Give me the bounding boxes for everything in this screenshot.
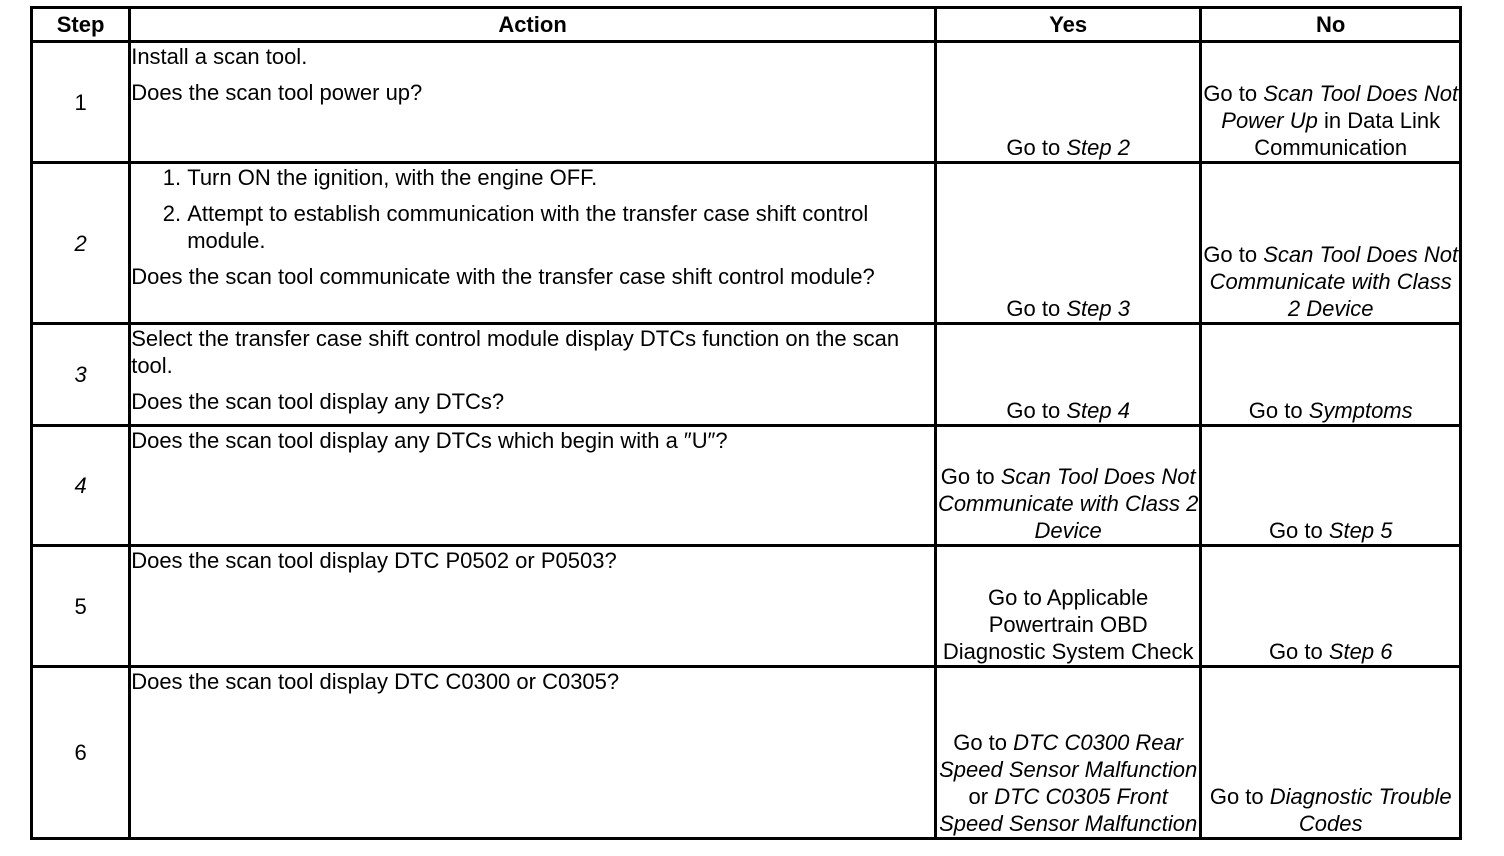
action-cell xyxy=(130,42,936,163)
action-cell xyxy=(130,546,936,667)
no-link[interactable]: Scan Tool Does Not Power Up xyxy=(1221,81,1459,133)
no-link[interactable]: Symptoms xyxy=(1308,398,1413,423)
no-cell xyxy=(1201,163,1461,324)
diagnostic-table-sheet xyxy=(30,6,1462,840)
yes-link[interactable]: DTC C0300 Rear Speed Sensor Malfunction xyxy=(939,730,1198,782)
header-step: Step xyxy=(32,8,130,42)
yes-prefix: Go to xyxy=(1006,135,1061,160)
action-cell xyxy=(130,163,936,324)
no-cell xyxy=(1201,324,1461,426)
no-prefix: Go to xyxy=(1203,242,1258,267)
table-row xyxy=(32,163,1461,324)
header-action: Action xyxy=(130,8,936,42)
yes-link-secondary[interactable]: DTC C0305 Front Speed Sensor Malfunction xyxy=(939,784,1198,836)
yes-prefix: Go to xyxy=(940,464,995,489)
no-link[interactable]: Step 6 xyxy=(1328,639,1393,664)
action-intro: Install a scan tool. xyxy=(131,44,308,69)
yes-cell xyxy=(935,546,1201,667)
yes-prefix: Go to xyxy=(953,730,1008,755)
no-prefix: Go to xyxy=(1203,81,1258,106)
yes-link[interactable]: Step 3 xyxy=(1066,296,1130,321)
action-question: Does the scan tool display DTC C0300 or C0305? xyxy=(131,669,620,694)
action-cell xyxy=(130,324,936,426)
action-question: Does the scan tool power up? xyxy=(131,80,423,105)
yes-link[interactable]: Step 4 xyxy=(1066,398,1130,423)
table-row xyxy=(32,42,1461,163)
action-question: Does the scan tool display DTC P0502 or P0503? xyxy=(131,548,617,573)
action-step-item: 1. Turn ON the ignition, with the engine OFF. xyxy=(187,164,934,191)
action-intro: Select the transfer case shift control module display DTCs function on the scan tool. xyxy=(131,326,900,378)
no-link[interactable]: Diagnostic Trouble Codes xyxy=(1269,784,1452,836)
no-prefix: Go to xyxy=(1248,398,1303,423)
table-row xyxy=(32,667,1461,839)
yes-prefix: Go to xyxy=(1006,398,1061,423)
header-no: No xyxy=(1201,8,1461,42)
no-cell xyxy=(1201,42,1461,163)
table-header-row xyxy=(32,8,1461,42)
action-cell xyxy=(130,426,936,546)
yes-cell xyxy=(935,324,1201,426)
step-number: 4 xyxy=(32,426,130,546)
action-question: Does the scan tool display any DTCs which begin with a ″U″? xyxy=(131,428,728,453)
yes-joiner: or xyxy=(968,784,989,809)
action-cell xyxy=(130,667,936,839)
action-question: Does the scan tool communicate with the transfer case shift control module? xyxy=(131,264,875,289)
no-link[interactable]: Scan Tool Does Not Communicate with Class 2 Device xyxy=(1209,242,1459,321)
no-prefix: Go to xyxy=(1209,784,1264,809)
yes-link[interactable]: Scan Tool Does Not Communicate with Class 2 Device xyxy=(937,464,1199,543)
no-link[interactable]: Step 5 xyxy=(1328,518,1393,543)
no-prefix: Go to xyxy=(1268,639,1323,664)
yes-cell xyxy=(935,667,1201,839)
table-row xyxy=(32,324,1461,426)
step-number: 2 xyxy=(32,163,130,324)
yes-cell xyxy=(935,42,1201,163)
table-row xyxy=(32,426,1461,546)
action-question: Does the scan tool display any DTCs? xyxy=(131,389,505,414)
step-number: 5 xyxy=(32,546,130,667)
yes-prefix: Go to xyxy=(1006,296,1061,321)
no-cell xyxy=(1201,426,1461,546)
step-number: 3 xyxy=(32,324,130,426)
step-number: 1 xyxy=(32,42,130,163)
yes-cell xyxy=(935,163,1201,324)
table-row xyxy=(32,546,1461,667)
no-cell xyxy=(1201,546,1461,667)
no-cell xyxy=(1201,667,1461,839)
action-steps-list xyxy=(131,164,934,254)
no-prefix: Go to xyxy=(1268,518,1323,543)
yes-link[interactable]: Step 2 xyxy=(1066,135,1130,160)
header-yes: Yes xyxy=(935,8,1201,42)
diagnostic-table xyxy=(30,6,1462,840)
yes-cell xyxy=(935,426,1201,546)
action-step-item: 2. Attempt to establish communication with the transfer case shift control module. xyxy=(187,200,934,254)
step-number: 6 xyxy=(32,667,130,839)
no-suffix: in Data Link Communication xyxy=(1254,108,1441,160)
yes-text: Go to Applicable Powertrain OBD Diagnostic System Check xyxy=(942,585,1194,664)
